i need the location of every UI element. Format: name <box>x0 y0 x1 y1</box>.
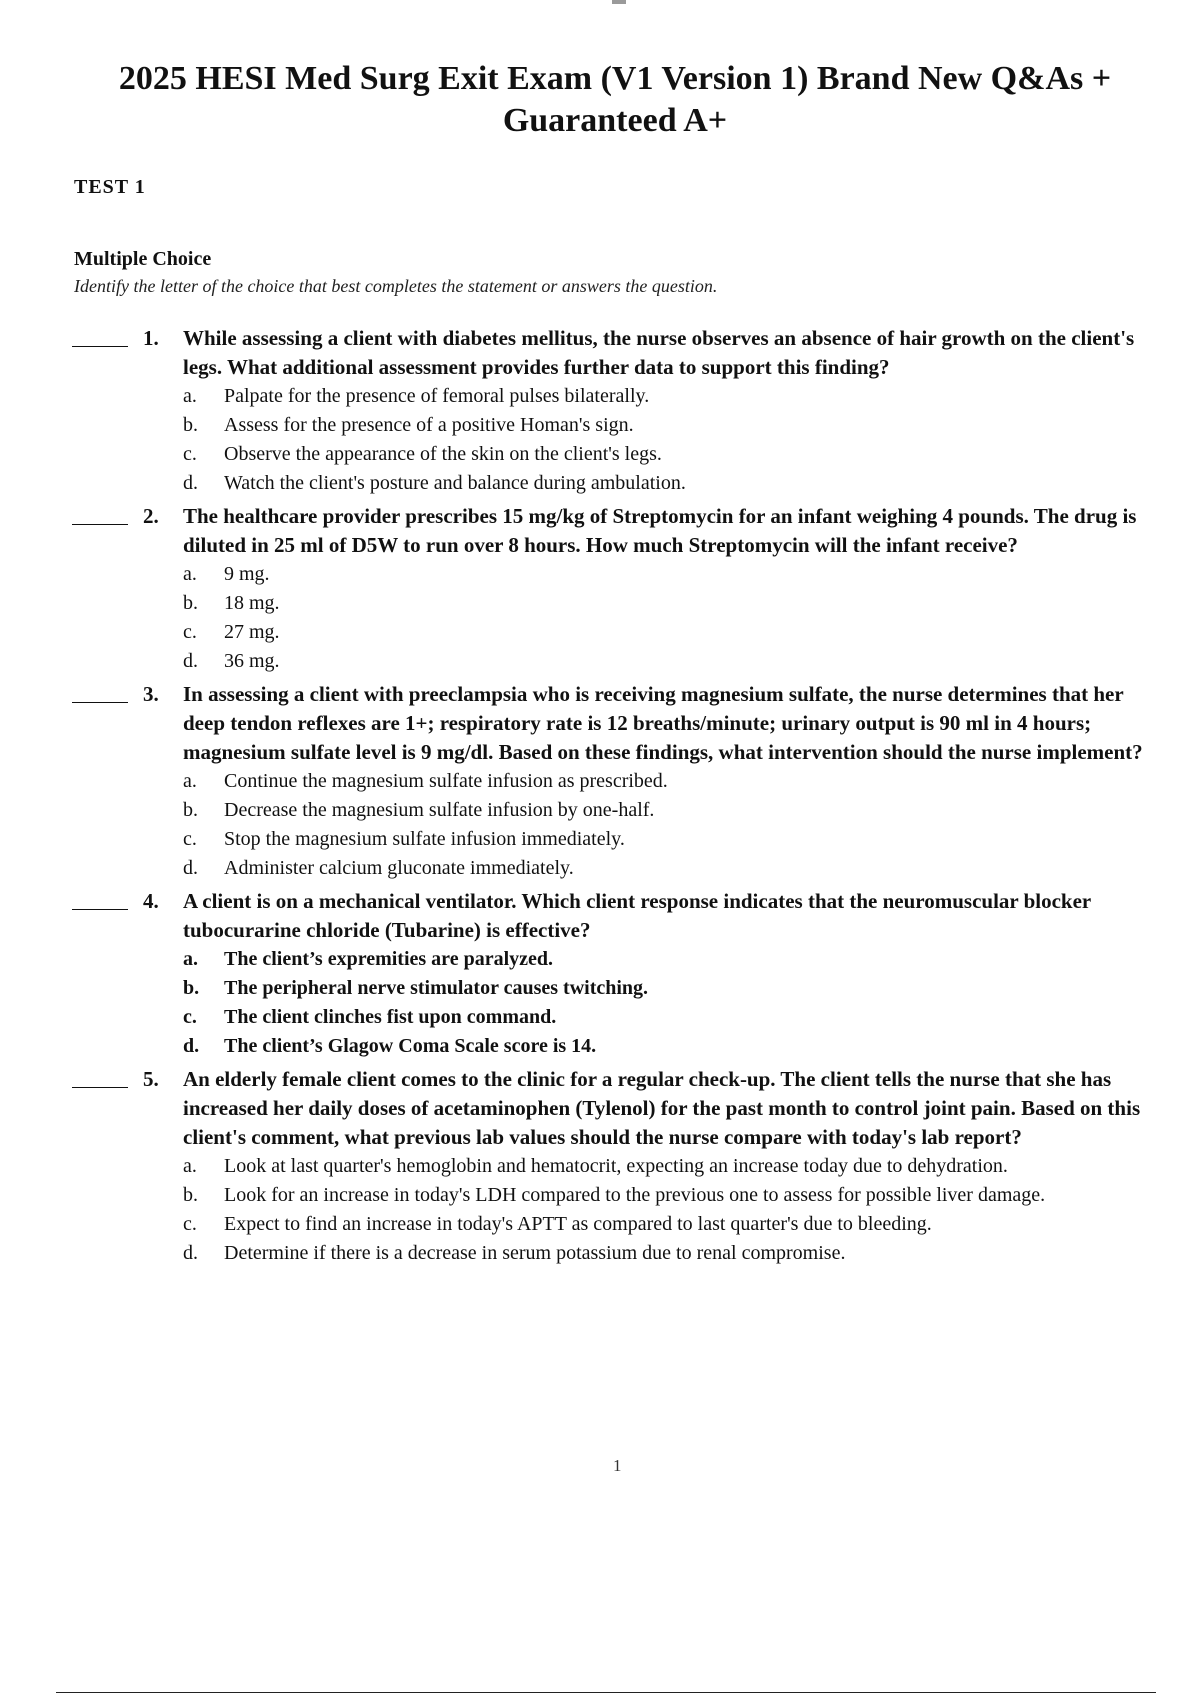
option-5b <box>183 1181 1083 1210</box>
option-5c <box>183 1210 1083 1239</box>
option-letter: a. <box>183 385 197 407</box>
option-letter: d. <box>183 650 198 672</box>
section-title: Multiple Choice <box>74 248 212 270</box>
option-list <box>183 1152 1083 1268</box>
question-4 <box>0 887 1200 1061</box>
question-5 <box>0 1065 1200 1268</box>
option-1b <box>183 411 1083 440</box>
option-list <box>183 382 1083 498</box>
option-text: 9 mg. <box>224 563 270 585</box>
option-text: The peripheral nerve stimulator causes twitching. <box>224 977 649 999</box>
option-text: The client’s Glagow Coma Scale score is 14. <box>224 1035 597 1057</box>
option-text: Look at last quarter's hemoglobin and hematocrit, expecting an increase today due to dehydration. <box>224 1155 1008 1177</box>
option-letter: d. <box>183 472 198 494</box>
answer-blank-1[interactable] <box>72 346 128 347</box>
option-5a <box>183 1152 1083 1181</box>
answer-blank-2[interactable] <box>72 524 128 525</box>
option-2b <box>183 589 1083 618</box>
option-letter: b. <box>183 592 198 614</box>
option-text: Watch the client's posture and balance during ambulation. <box>224 472 686 494</box>
option-letter: b. <box>183 414 198 436</box>
option-4d <box>183 1032 1083 1061</box>
option-letter: c. <box>183 621 197 643</box>
option-text: Continue the magnesium sulfate infusion as prescribed. <box>224 770 668 792</box>
option-2d <box>183 647 1083 676</box>
answer-blank-5[interactable] <box>72 1087 128 1088</box>
option-3c <box>183 825 1083 854</box>
question-stem: In assessing a client with preeclampsia who is receiving magnesium sulfate, the nurse determines that her deep tendon reflexes are 1+; respiratory rate is 12 breaths/minute; urinary output is 90 ml in 4 hours; magnesium sulfate level is 9 mg/dl. Based on these findings, what intervention should the nurse implement? <box>183 682 1143 764</box>
option-text: Palpate for the presence of femoral pulses bilaterally. <box>224 385 650 407</box>
option-text: Decrease the magnesium sulfate infusion by one-half. <box>224 799 655 821</box>
option-text: Determine if there is a decrease in serum potassium due to renal compromise. <box>224 1242 846 1264</box>
question-number: 3. <box>143 682 159 706</box>
option-text: Expect to find an increase in today's APTT as compared to last quarter's due to bleeding. <box>224 1213 932 1235</box>
option-letter: b. <box>183 799 198 821</box>
option-text: Look for an increase in today's LDH compared to the previous one to assess for possible liver damage. <box>224 1184 1046 1206</box>
option-text: Stop the magnesium sulfate infusion immediately. <box>224 828 625 850</box>
question-stem: The healthcare provider prescribes 15 mg/kg of Streptomycin for an infant weighing 4 pounds. The drug is diluted in 25 ml of D5W to run over 8 hours. How much Streptomycin will the infant receive? <box>183 504 1137 557</box>
question-stem: A client is on a mechanical ventilator. Which client response indicates that the neuromuscular blocker tubocurarine chloride (Tubarine) is effective? <box>183 889 1091 942</box>
option-3d <box>183 854 1083 883</box>
option-letter: c. <box>183 443 197 465</box>
question-list <box>0 324 1200 1272</box>
option-2c <box>183 618 1083 647</box>
option-text: 27 mg. <box>224 621 280 643</box>
option-3a <box>183 767 1083 796</box>
option-text: Observe the appearance of the skin on the client's legs. <box>224 443 662 465</box>
option-1d <box>183 469 1083 498</box>
option-4b <box>183 974 1083 1003</box>
option-letter: d. <box>183 857 198 879</box>
footer-divider <box>56 1692 1156 1693</box>
option-letter: c. <box>183 1213 197 1235</box>
option-letter: c. <box>183 828 197 850</box>
option-1c <box>183 440 1083 469</box>
answer-blank-4[interactable] <box>72 909 128 910</box>
question-number: 1. <box>143 326 159 350</box>
section-instructions: Identify the letter of the choice that best completes the statement or answers the question. <box>74 276 718 296</box>
option-letter: a. <box>183 948 198 970</box>
option-text: 18 mg. <box>224 592 280 614</box>
option-2a <box>183 560 1083 589</box>
option-letter: b. <box>183 977 200 999</box>
option-letter: a. <box>183 770 197 792</box>
option-letter: d. <box>183 1035 200 1057</box>
option-4a <box>183 945 1083 974</box>
question-1 <box>0 324 1200 498</box>
option-3b <box>183 796 1083 825</box>
option-text: The client clinches fist upon command. <box>224 1006 557 1028</box>
option-list <box>183 767 1083 883</box>
question-3 <box>0 680 1200 883</box>
page-number: 1 <box>613 1456 622 1475</box>
option-text: The client’s expremities are paralyzed. <box>224 948 554 970</box>
option-letter: a. <box>183 563 197 585</box>
question-number: 4. <box>143 889 159 913</box>
option-letter: b. <box>183 1184 198 1206</box>
question-2 <box>0 502 1200 676</box>
document-title: 2025 HESI Med Surg Exit Exam (V1 Version 1) Brand New Q&As + Guaranteed A+ <box>118 60 1112 139</box>
option-letter: c. <box>183 1006 197 1028</box>
question-number: 2. <box>143 504 159 528</box>
option-list <box>183 560 1083 676</box>
question-number: 5. <box>143 1067 159 1091</box>
option-5d <box>183 1239 1083 1268</box>
option-1a <box>183 382 1083 411</box>
option-letter: d. <box>183 1242 198 1264</box>
option-list <box>183 945 1083 1061</box>
scan-mark <box>612 0 626 4</box>
option-4c <box>183 1003 1083 1032</box>
question-stem: While assessing a client with diabetes mellitus, the nurse observes an absence of hair growth on the client's legs. What additional assessment provides further data to support this finding? <box>183 326 1135 379</box>
option-text: 36 mg. <box>224 650 280 672</box>
answer-blank-3[interactable] <box>72 702 128 703</box>
option-text: Administer calcium gluconate immediately. <box>224 857 574 879</box>
option-text: Assess for the presence of a positive Homan's sign. <box>224 414 634 436</box>
test-label: TEST 1 <box>74 176 146 198</box>
question-stem: An elderly female client comes to the clinic for a regular check-up. The client tells the nurse that she has increased her daily doses of acetaminophen (Tylenol) for the past month to control joint pain. Based on this client's comment, what previous lab values should the nurse compare with today's lab report? <box>183 1067 1141 1149</box>
option-letter: a. <box>183 1155 197 1177</box>
